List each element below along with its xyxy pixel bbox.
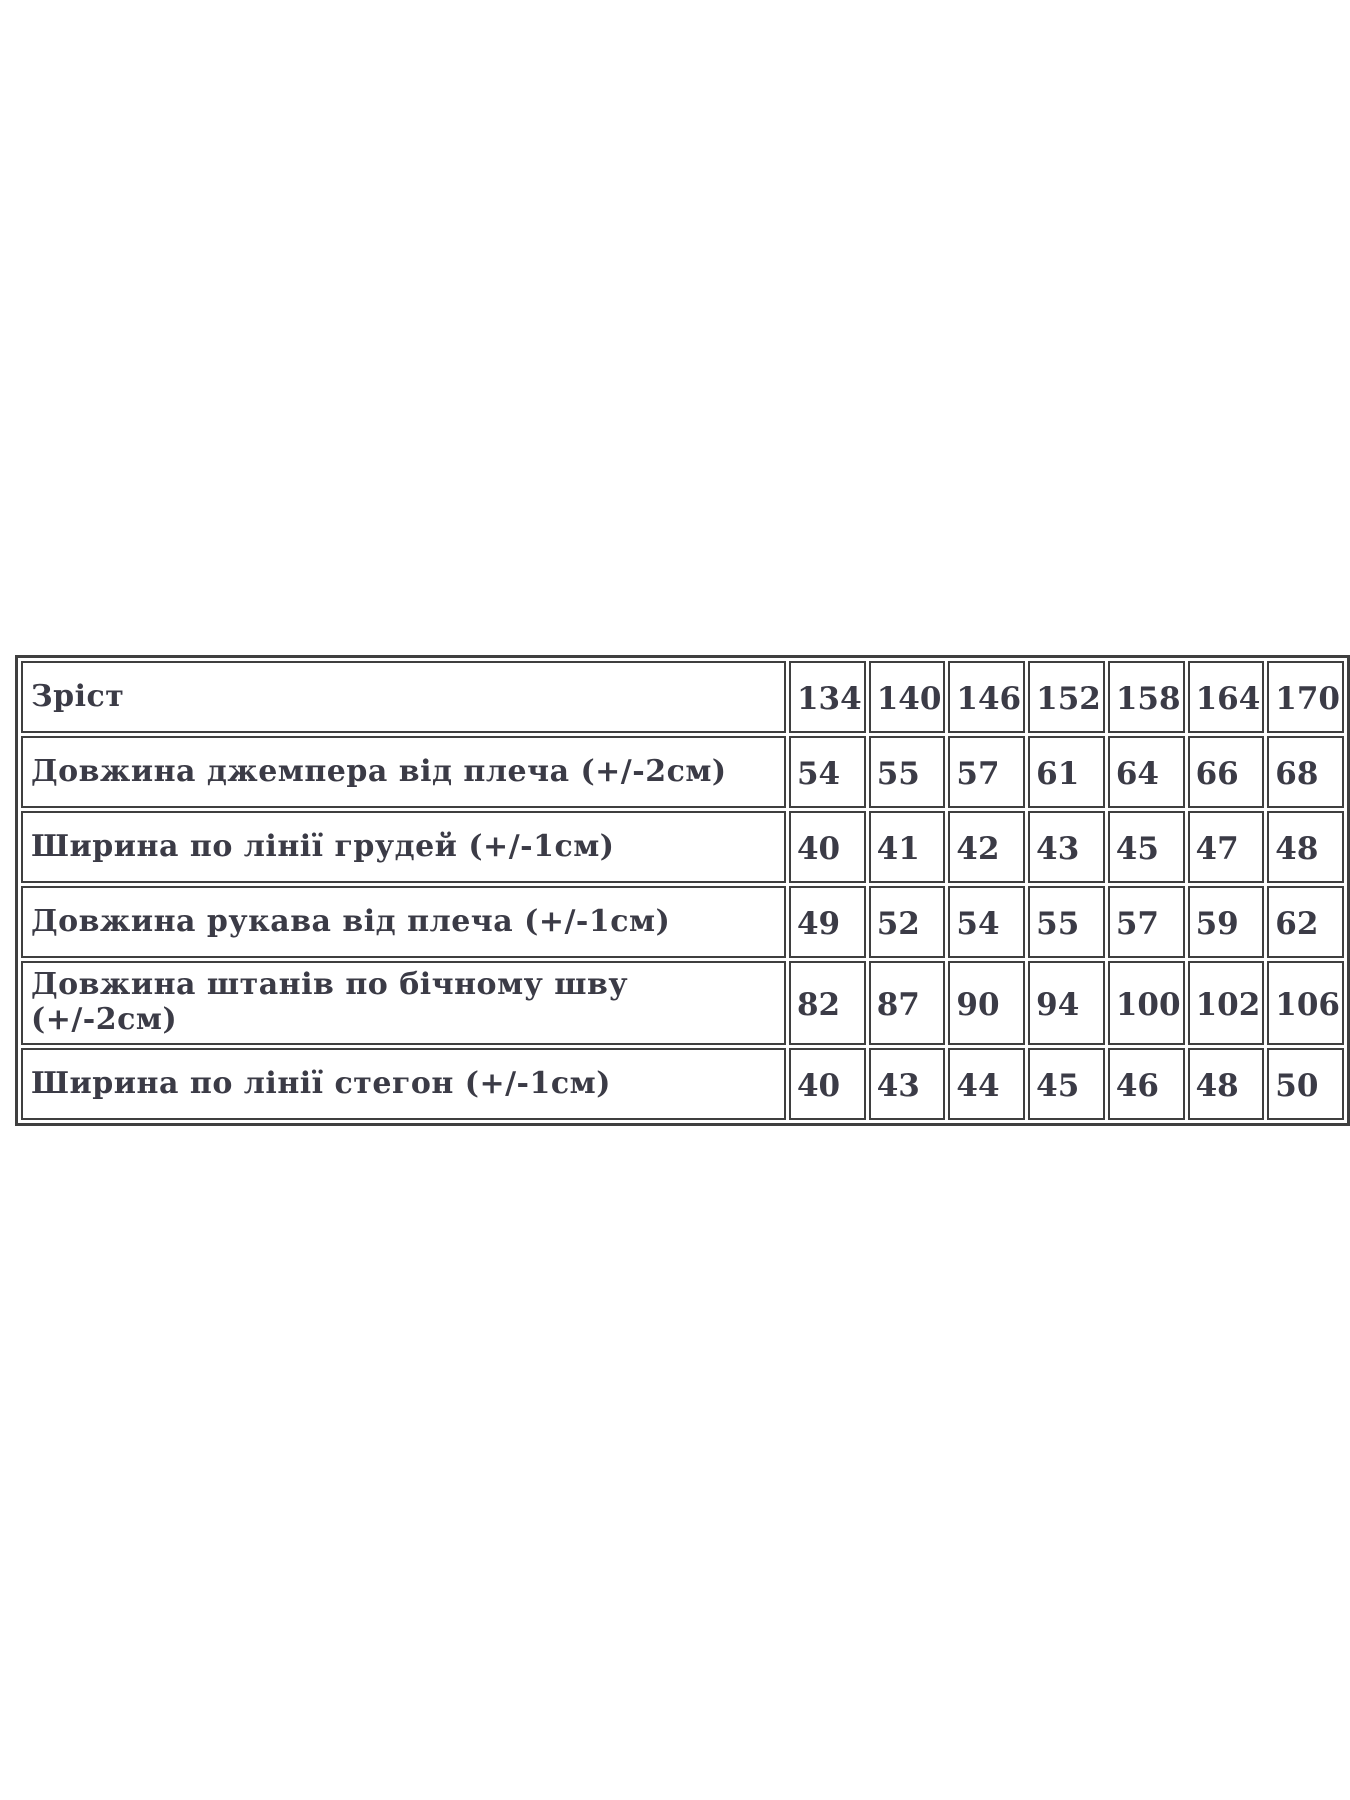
row-label-cell: Довжина джемпера від плеча (+/-2см) — [21, 736, 786, 808]
header-label-cell: Зріст — [21, 661, 786, 733]
size-header-cell: 164 — [1188, 661, 1265, 733]
size-header-cell: 170 — [1267, 661, 1344, 733]
size-value-cell: 49 — [789, 886, 866, 958]
size-value-cell: 41 — [869, 811, 946, 883]
table-row — [21, 736, 1344, 808]
table-row — [21, 811, 1344, 883]
size-value-cell: 52 — [869, 886, 946, 958]
size-chart-header-row — [21, 661, 1344, 733]
size-value-cell: 48 — [1188, 1048, 1265, 1120]
size-header-cell: 158 — [1108, 661, 1185, 733]
size-header-cell: 146 — [948, 661, 1025, 733]
size-value-cell: 64 — [1108, 736, 1185, 808]
size-value-cell: 66 — [1188, 736, 1265, 808]
size-value-cell: 102 — [1188, 961, 1265, 1045]
size-value-cell: 40 — [789, 1048, 866, 1120]
size-value-cell: 45 — [1108, 811, 1185, 883]
row-label-cell: Довжина штанів по бічному шву (+/-2см) — [21, 961, 786, 1045]
size-value-cell: 90 — [948, 961, 1025, 1045]
size-value-cell: 57 — [948, 736, 1025, 808]
size-value-cell: 106 — [1267, 961, 1344, 1045]
size-value-cell: 57 — [1108, 886, 1185, 958]
size-value-cell: 55 — [1028, 886, 1105, 958]
size-header-cell: 134 — [789, 661, 866, 733]
size-value-cell: 45 — [1028, 1048, 1105, 1120]
size-value-cell: 68 — [1267, 736, 1344, 808]
size-value-cell: 42 — [948, 811, 1025, 883]
size-header-cell: 140 — [869, 661, 946, 733]
size-value-cell: 43 — [869, 1048, 946, 1120]
size-value-cell: 47 — [1188, 811, 1265, 883]
size-value-cell: 40 — [789, 811, 866, 883]
size-value-cell: 61 — [1028, 736, 1105, 808]
size-value-cell: 44 — [948, 1048, 1025, 1120]
size-value-cell: 94 — [1028, 961, 1105, 1045]
size-value-cell: 50 — [1267, 1048, 1344, 1120]
table-row — [21, 886, 1344, 958]
size-value-cell: 46 — [1108, 1048, 1185, 1120]
size-value-cell: 59 — [1188, 886, 1265, 958]
size-value-cell: 54 — [948, 886, 1025, 958]
size-value-cell: 43 — [1028, 811, 1105, 883]
row-label-cell: Довжина рукава від плеча (+/-1см) — [21, 886, 786, 958]
size-value-cell: 100 — [1108, 961, 1185, 1045]
size-header-cell: 152 — [1028, 661, 1105, 733]
size-value-cell: 55 — [869, 736, 946, 808]
size-value-cell: 54 — [789, 736, 866, 808]
size-value-cell: 48 — [1267, 811, 1344, 883]
row-label-cell: Ширина по лінії грудей (+/-1см) — [21, 811, 786, 883]
table-row — [21, 961, 1344, 1045]
size-value-cell: 82 — [789, 961, 866, 1045]
table-row — [21, 1048, 1344, 1120]
size-value-cell: 87 — [869, 961, 946, 1045]
size-value-cell: 62 — [1267, 886, 1344, 958]
row-label-cell: Ширина по лінії стегон (+/-1см) — [21, 1048, 786, 1120]
size-chart — [15, 655, 1350, 1126]
size-chart-table — [15, 655, 1350, 1126]
